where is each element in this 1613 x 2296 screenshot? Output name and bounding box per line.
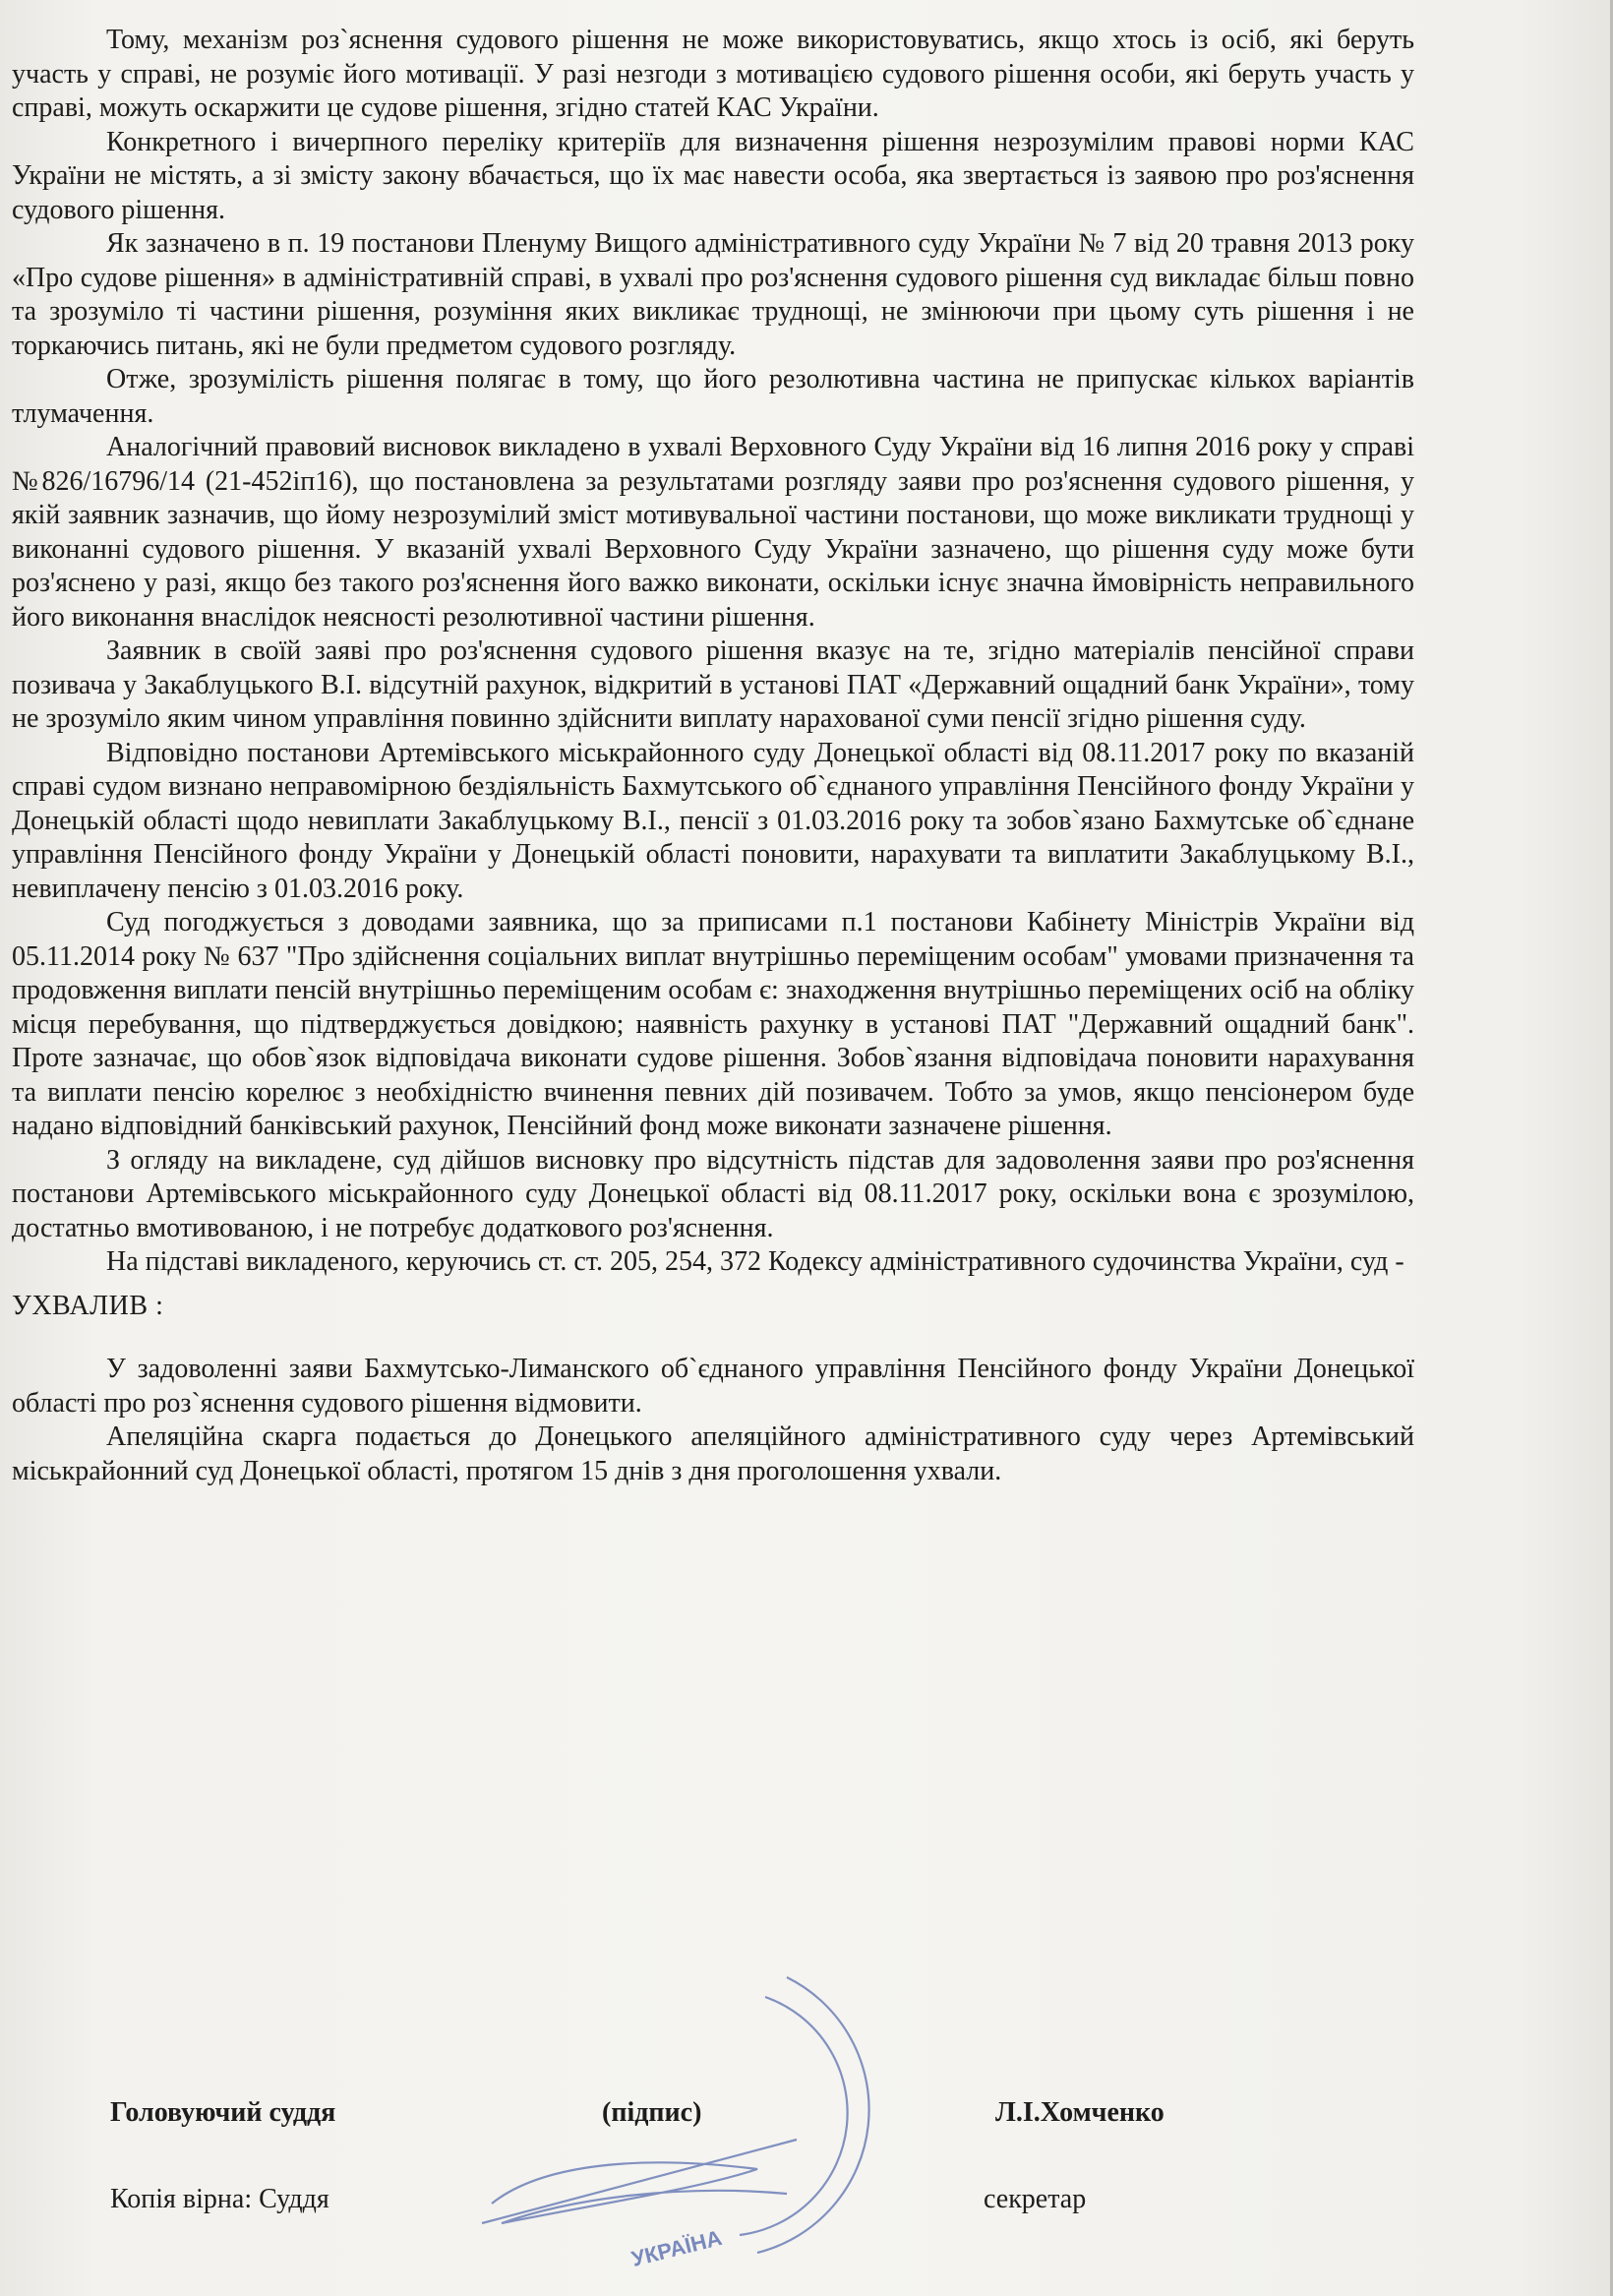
paragraph-9: З огляду на викладене, суд дійшов висновку про відсутність підстав для задоволення заяви про роз'яснення постанови Артемівського міськрайонного суду Донецької області від 08.11.2017 року, оскільки вона є зрозумілою, достатньо вмотивованою, і не потребує додаткового роз'яснення. (12, 1144, 1414, 1243)
paragraph-3: Як зазначено в п. 19 постанови Пленуму Вищого адміністративного суду України № 7 від 20 травня 2013 року «Про судове рішення» в адміністративній справі, в ухвалі про роз'яснення судового рішення суд викладає більш повно та зрозуміло ті частини рішення, розуміння яких викликає труднощі, не змінюючи при цьому суть рішення і не торкаючись питань, які не були предметом судового розгляду. (12, 228, 1414, 361)
paragraph-5: Аналогічний правовий висновок викладено в ухвалі Верховного Суду України від 16 липня 2016 року у справі №826/16796/14 (21-452іп16), що постановлена за результатами розгляду заяви про роз'яснення судового рішення, у якій заявник зазначив, що йому незрозумілий зміст мотивувальної частини постанови, що може викликати труднощі у виконанні судового рішення. У вказаній ухвалі Верховного Суду України зазначено, що рішення суду може бути роз'яснено у разі, якщо без такого роз'яснення його важко виконати, оскільки існує значна ймовірність неправильного його виконання внаслідок неясності резолютивної частини рішення. (12, 432, 1414, 633)
stamp-text: УКРАЇНА (628, 2224, 725, 2271)
presiding-judge-label: Головуючий суддя (110, 2097, 336, 2128)
paragraph-8: Суд погоджується з доводами заявника, що за приписами п.1 постанови Кабінету Міністрів України від 05.11.2014 року № 637 "Про здійснення соціальних виплат внутрішньо переміщеним особам" умовами призначення та продовження виплати пенсій внутрішньо переміщеним особам є: знаходження внутрішньо переміщених осіб на обліку місця перебування, що підтверджується довідкою; наявність рахунку в установі ПАТ "Державний ощадний банк". Проте зазначає, що обов`язок відповідача виконати судове рішення. Зобов`язання відповідача поновити нарахування та виплати пенсію корелює з необхідністю вчинення певних дій позивачем. Тобто за умов, якщо пенсіонером буде надано відповідний банківський рахунок, Пенсійний фонд може виконати зазначене рішення. (12, 907, 1414, 1141)
decision-paragraph-1: У задоволенні заяви Бахмутсько-Лиманского об`єднаного управління Пенсійного фонду України Донецької області про роз`яснення судового рішення відмовити. (12, 1354, 1414, 1419)
paragraph-1: Тому, механізм роз`яснення судового рішення не може використовуватись, якщо хтось із осіб, які беруть участь у справі, не розуміє його мотивації. У разі незгоди з мотивацією судового рішення особи, які беруть участь у справі, можуть оскаржити це судове рішення, згідно статей КАС України. (12, 25, 1414, 123)
signature-note: (підпис) (602, 2097, 702, 2128)
paragraph-10: На підставі викладеного, керуючись ст. ст. 205, 254, 372 Кодексу адміністративного судочинства України, суд - (106, 1246, 1404, 1277)
paragraph-6: Заявник в своїй заяві про роз'яснення судового рішення вказує на те, згідно матеріалів пенсійної справи позивача у Закаблуцького В.І. відсутній рахунок, відкритий в установі ПАТ «Державний ощадний банк України», тому не зрозуміло яким чином управління повинно здійснити виплату нарахованої суми пенсії згідно рішення суду. (12, 635, 1414, 734)
paragraph-7: Відповідно постанови Артемівського міськрайонного суду Донецької області від 08.11.2017 року по вказаній справі судом визнано неправомірною бездіяльність Бахмутського об`єднаного управління Пенсійного фонду України у Донецькій області щодо невиплати Закаблуцькому В.І., пенсії з 01.03.2016 року та зобов`язано Бахмутське об`єднане управління Пенсійного фонду України у Донецькій області поновити, нарахувати та виплатити Закаблуцькому В.І., невиплачену пенсію з 01.03.2016 року. (12, 737, 1414, 904)
signature-row (0, 2097, 1416, 2133)
decision-paragraph-2: Апеляційна скарга подається до Донецького апеляційного адміністративного суду через Артемівський міськрайонний суд Донецької області, протягом 15 днів з дня проголошення ухвали. (12, 1421, 1414, 1486)
paragraph-2: Конкретного і вичерпного переліку критеріїв для визначення рішення незрозумілим правові норми КАС України не містять, а зі змісту закону вбачається, що їх має навести особа, яка звертається із заявою про роз'яснення судового рішення. (12, 126, 1414, 225)
decision-heading: УХВАЛИВ : (12, 1290, 164, 1321)
copy-row (0, 2184, 1416, 2219)
document-body (12, 24, 1414, 1488)
secretary-label: секретар (984, 2184, 1087, 2214)
paragraph-4: Отже, зрозумілість рішення полягає в тому, що його резолютивна частина не припускає кількох варіантів тлумачення. (12, 364, 1414, 429)
judge-name: Л.І.Хомченко (995, 2097, 1165, 2128)
copy-true-label: Копія вірна: Суддя (110, 2184, 329, 2214)
